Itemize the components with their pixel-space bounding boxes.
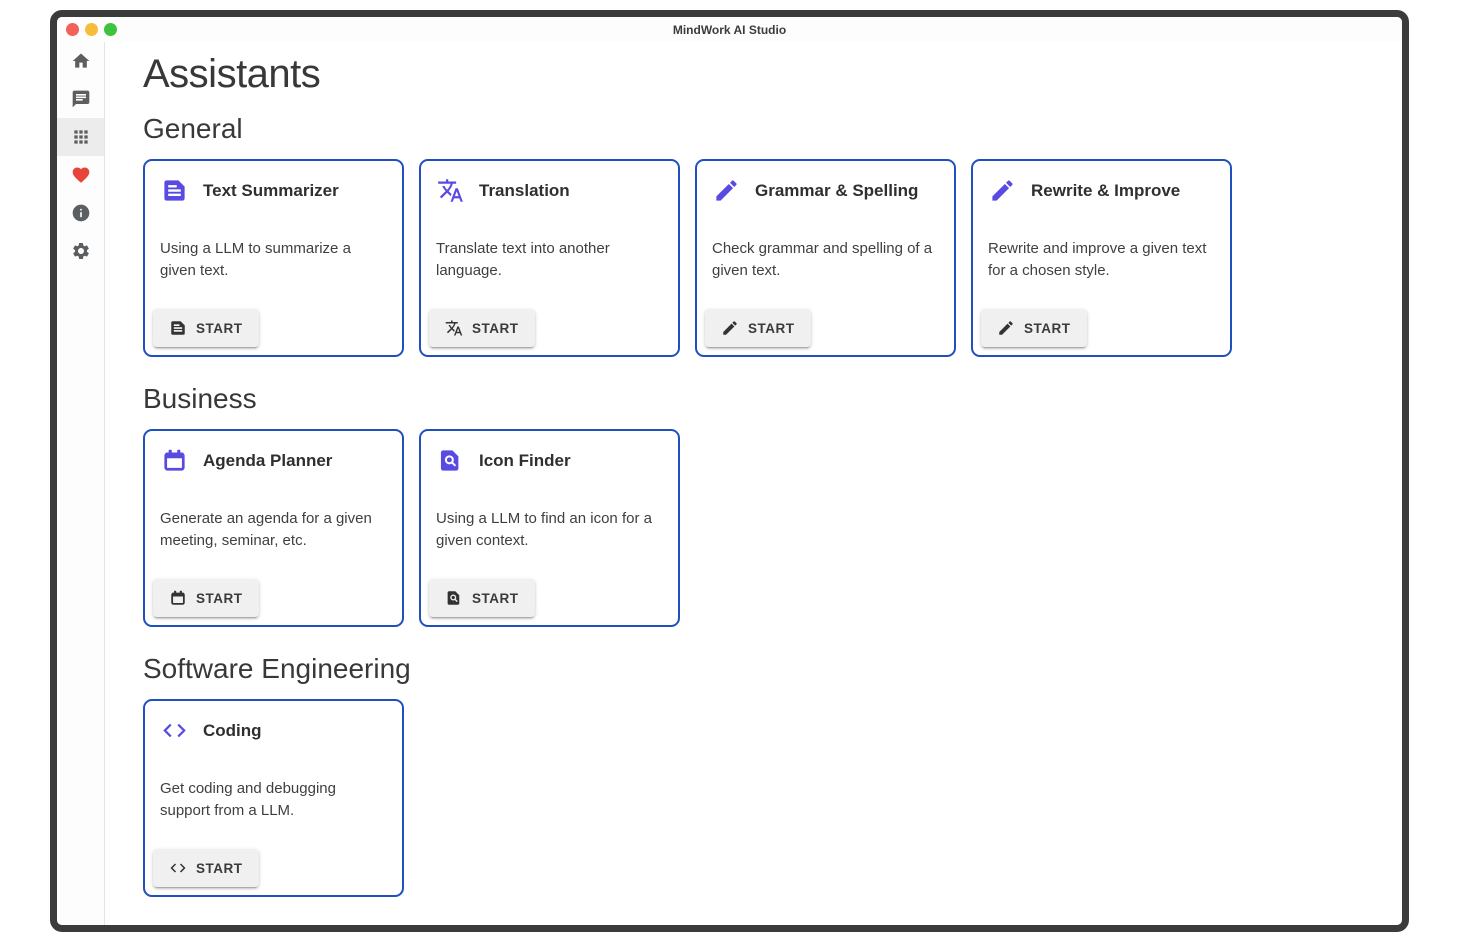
calendar-icon: [161, 447, 188, 474]
apps-grid-icon: [71, 127, 91, 147]
card-description: Translate text into another language.: [436, 240, 610, 279]
card-title: Grammar & Spelling: [755, 180, 919, 200]
pencil-icon: [997, 319, 1015, 337]
card-description: Get coding and debugging support from a LLM.: [160, 780, 336, 819]
start-button-agenda-planner[interactable]: START: [153, 579, 259, 617]
start-button-icon-finder[interactable]: START: [429, 579, 535, 617]
assistant-card-rewrite-improve: [971, 159, 1232, 357]
document-summary-icon: [161, 177, 188, 204]
start-button-coding[interactable]: START: [153, 849, 259, 887]
card-description: Check grammar and spelling of a given text.: [712, 240, 933, 279]
translate-icon: [445, 319, 463, 337]
main-content: [105, 42, 1402, 925]
minimize-button[interactable]: [85, 23, 98, 36]
code-icon: [161, 717, 188, 744]
sidebar-item-about[interactable]: [57, 194, 104, 232]
card-title: Coding: [203, 720, 262, 740]
assistant-card-grammar-spelling: [695, 159, 956, 357]
pencil-icon: [989, 177, 1016, 204]
section-heading-general: General: [143, 113, 243, 144]
card-description: Using a LLM to summarize a given text.: [160, 240, 351, 279]
code-icon: [169, 859, 187, 877]
card-row-software-engineering: [143, 699, 1382, 897]
assistant-card-icon-finder: [419, 429, 680, 627]
close-button[interactable]: [66, 23, 79, 36]
sidebar: [57, 42, 105, 925]
info-icon: [71, 203, 91, 223]
pencil-icon: [713, 177, 740, 204]
icon-search-icon: [437, 447, 464, 474]
pencil-icon: [721, 319, 739, 337]
traffic-lights: [57, 23, 117, 36]
window-title: MindWork AI Studio: [672, 22, 787, 37]
card-title: Icon Finder: [479, 450, 571, 470]
card-description: Using a LLM to find an icon for a given context.: [436, 510, 652, 549]
section-heading-software-engineering: Software Engineering: [143, 653, 411, 684]
card-description: Generate an agenda for a given meeting, seminar, etc.: [160, 510, 372, 549]
card-description: Rewrite and improve a given text for a chosen style.: [988, 240, 1207, 279]
translate-icon: [437, 177, 464, 204]
sidebar-item-chat[interactable]: [57, 80, 104, 118]
titlebar: [57, 17, 1402, 42]
sidebar-item-home[interactable]: [57, 42, 104, 80]
sidebar-item-assistants[interactable]: [57, 118, 104, 156]
sidebar-item-settings[interactable]: [57, 232, 104, 270]
chat-icon: [71, 89, 91, 109]
card-title: Rewrite & Improve: [1031, 180, 1181, 200]
heart-icon: [71, 165, 91, 185]
start-button-grammar-spelling[interactable]: START: [705, 309, 811, 347]
card-row-general: [143, 159, 1382, 357]
section-heading-business: Business: [143, 383, 257, 414]
assistant-card-agenda-planner: [143, 429, 404, 627]
start-button-translation[interactable]: START: [429, 309, 535, 347]
document-summary-icon: [169, 319, 187, 337]
start-button-text-summarizer[interactable]: START: [153, 309, 259, 347]
assistant-card-coding: [143, 699, 404, 897]
card-row-business: [143, 429, 1382, 627]
home-icon: [71, 51, 91, 71]
calendar-icon: [169, 589, 187, 607]
sidebar-item-favorites[interactable]: [57, 156, 104, 194]
start-button-rewrite-improve[interactable]: START: [981, 309, 1087, 347]
app-window: [50, 10, 1409, 932]
card-title: Agenda Planner: [203, 450, 333, 470]
zoom-button[interactable]: [104, 23, 117, 36]
settings-gear-icon: [71, 241, 91, 261]
icon-search-icon: [445, 589, 463, 607]
card-title: Text Summarizer: [203, 180, 339, 200]
assistant-card-translation: [419, 159, 680, 357]
page-title: Assistants: [143, 52, 321, 96]
assistant-card-text-summarizer: [143, 159, 404, 357]
card-title: Translation: [479, 180, 570, 200]
